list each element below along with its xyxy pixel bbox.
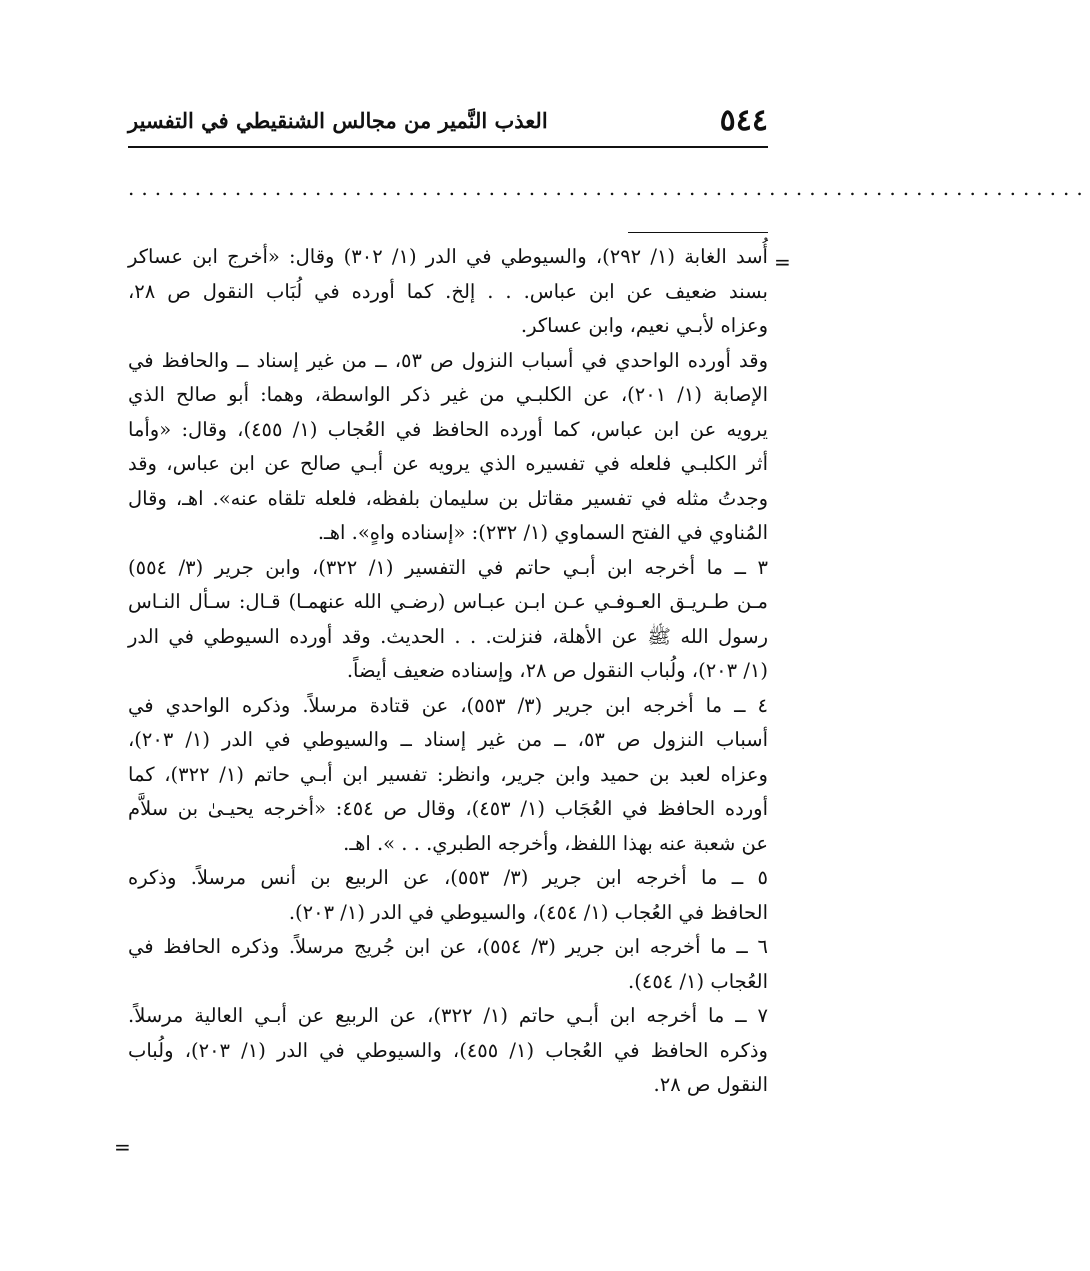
footnote-line: الإصابة (١/ ٢٠١)، عن الكلبـي من غير ذكر الواسطة، وهما: أبو صالح الذي [128, 383, 768, 406]
footnote-line: وقد أورده الواحدي في أسباب النزول ص ٥٣، ــ من غير إسناد ــ والحافظ في [128, 348, 768, 372]
footnote-line: المُناوي في الفتح السماوي (١/ ٢٣٢): «إسناده واهٍ». اهـ. [317, 521, 768, 544]
continuation-mark-top: = [774, 250, 791, 274]
footnote-line: ٧ ــ ما أخرجه ابن أبـي حاتم (١/ ٣٢٢)، عن الربيع عن أبـي العالية مرسلاً. [128, 1004, 768, 1027]
footnote-line: وجدتُ مثله في تفسير مقاتل بن سليمان بلفظه، فلعله تلقاه عنه». اهـ، وقال [128, 486, 768, 510]
footnote-line: النقول ص ٢٨. [653, 1073, 768, 1096]
footnote-line: ٥ ــ ما أخرجه ابن جرير (٣/ ٥٥٣)، عن الربيع بن أنس مرسلاً. وذكره [128, 866, 768, 889]
footnote-line: أسباب النزول ص ٥٣، ــ من غير إسناد ــ والسيوطي في الدر (١/ ٢٠٣)، [128, 728, 768, 751]
footnotes-block [128, 240, 768, 1103]
dotted-separator: ........................................................................ [128, 176, 1090, 200]
footnote-line: الحافظ في العُجاب (١/ ٤٥٤)، والسيوطي في الدر (١/ ٢٠٣). [288, 900, 768, 924]
footnote-line: رسول الله ﷺ عن الأهلة، فنزلت. . . الحديث. وقد أورده السيوطي في الدر [128, 624, 768, 648]
continuation-mark-bottom: = [114, 1135, 131, 1159]
footnote-line: ٤ ــ ما أخرجه ابن جرير (٣/ ٥٥٣)، عن قتادة مرسلاً. وذكره الواحدي في [128, 693, 768, 717]
running-header [128, 100, 768, 146]
footnote-line: وذكره الحافظ في العُجاب (١/ ٤٥٥)، والسيوطي في الدر (١/ ٢٠٣)، ولُباب [128, 1038, 768, 1062]
footnote-line: مـن طـريـق العـوفـي عـن ابـن عبـاس (رضـي الله عنهمـا) قـال: سـأل النـاس [128, 590, 768, 613]
header-rule [128, 146, 768, 148]
footnote-line: وعزاه لعبد بن حميد وابن جرير، وانظر: تفسير ابن أبـي حاتم (١/ ٣٢٢)، كما [128, 762, 768, 786]
footnote-line: (١/ ٢٠٣)، ولُباب النقول ص ٢٨، وإسناده ضعيف أيضاً. [346, 659, 768, 682]
footnote-line: أثر الكلبـي فلعله في تفسيره الذي يرويه عن أبـي صالح عن ابن عباس، وقد [128, 452, 768, 475]
footnote-line: بسند ضعيف عن ابن عباس. . . إلخ. كما أورده في لُبَاب النقول ص ٢٨، [128, 279, 768, 303]
footnote-line: عن شعبة عنه بهذا اللفظ، وأخرجه الطبري. . . ». اهـ. [343, 831, 768, 855]
footnote-rule [628, 232, 768, 233]
footnote-line: العُجاب (١/ ٤٥٤). [628, 969, 768, 993]
footnote-line: وعزاه لأبـي نعيم، وابن عساكر. [520, 314, 768, 337]
footnote-line: أورده الحافظ في العُجَاب (١/ ٤٥٣)، وقال ص ٤٥٤: «أخرجه يحيـىٰ بن سلاَّم [128, 797, 769, 820]
book-title: العذب النَّمير من مجالس الشنقيطي في التفسير [128, 108, 548, 133]
footnote-line: ٣ ــ ما أخرجه ابن أبـي حاتم في التفسير (١/ ٣٢٢)، وابن جرير (٣/ ٥٥٤) [128, 555, 768, 579]
footnote-line: يرويه عن ابن عباس، كما أورده الحافظ في العُجاب (١/ ٤٥٥)، وقال: «وأما [128, 417, 768, 441]
page-number: ٥٤٤ [719, 103, 768, 138]
footnote-line: ٦ ــ ما أخرجه ابن جرير (٣/ ٥٥٤)، عن ابن جُريج مرسلاً. وذكره الحافظ في [128, 935, 768, 958]
footnote-line: أُسد الغابة (١/ ٢٩٢)، والسيوطي في الدر (١/ ٣٠٢) وقال: «أخرج ابن عساكر [128, 245, 768, 268]
